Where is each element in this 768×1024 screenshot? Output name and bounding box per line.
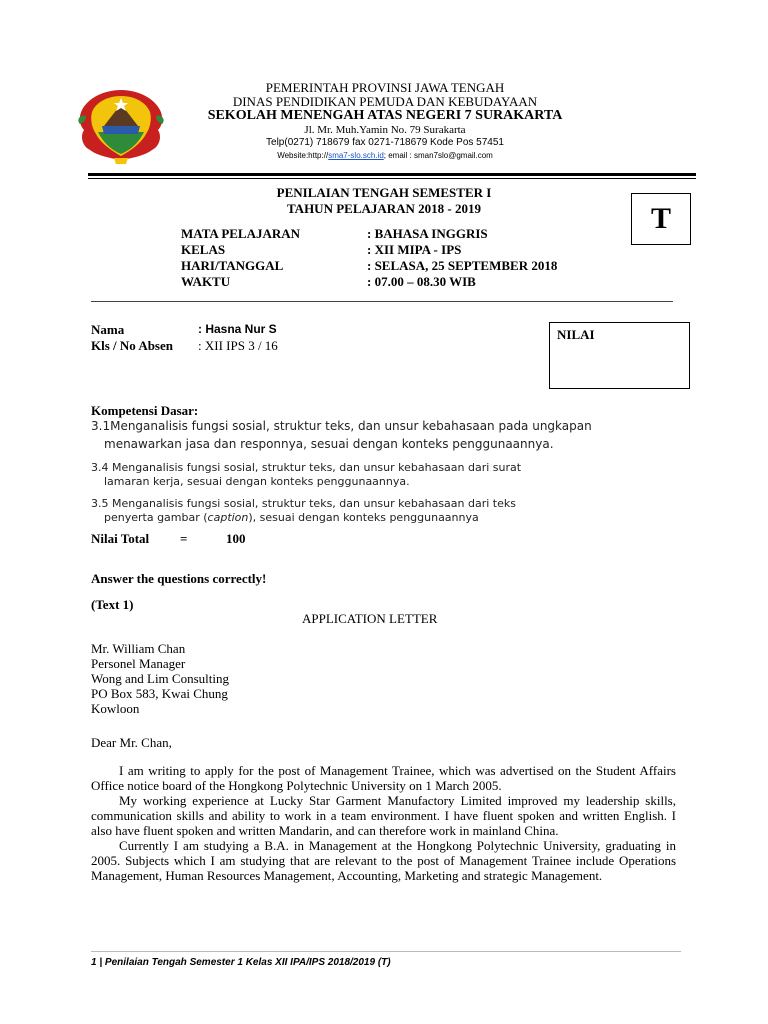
- subject-label: MATA PELAJARAN: [181, 226, 301, 241]
- class-label: KELAS: [181, 242, 226, 257]
- letter-paragraph: Currently I am studying a B.A. in Management at the Hongkong Polytechnic University, graduating in 2005. Subjects which I am studying that are relevant to the post of Management Trainee include Operations Management, Human Resources Management, Accounting, Marketing and strategic Management.: [91, 838, 676, 883]
- date-value: : SELASA, 25 SEPTEMBER 2018: [367, 258, 558, 273]
- total-score-label: Nilai Total: [91, 531, 150, 546]
- provincial-emblem-logo: [74, 86, 168, 166]
- header-line-website: [168, 151, 602, 160]
- header-line-department: DINAS PENDIDIKAN PEMUDA DAN KEBUDAYAAN: [232, 94, 538, 109]
- competency-item-3-4-cont: lamaran kerja, sesuai dengan konteks penggunaannya.: [104, 475, 410, 488]
- header-rule-thin: [88, 178, 696, 179]
- letter-paragraph: I am writing to apply for the post of Management Trainee, which was advertised on the Student Affairs Office notice board of the Hongkong Polytechnic University on 1 March 2005.: [91, 763, 676, 793]
- competency-title: Kompetensi Dasar:: [91, 403, 199, 418]
- time-label: WAKTU: [181, 274, 231, 289]
- footer-rule: [91, 951, 681, 952]
- header-line-phone: Telp(0271) 718679 fax 0271-718679 Kode Pos 57451: [266, 137, 504, 148]
- total-score-value: 100: [226, 531, 246, 546]
- exam-title: PENILAIAN TENGAH SEMESTER I: [276, 185, 492, 200]
- total-score-equals: =: [180, 531, 188, 546]
- address-line: Kowloon: [91, 701, 140, 716]
- date-label: HARI/TANGGAL: [181, 258, 284, 273]
- website-prefix: Website:http://: [277, 151, 329, 160]
- text-label: (Text 1): [91, 597, 134, 612]
- student-name-value: : Hasna Nur S: [198, 322, 277, 336]
- letter-body: [91, 763, 676, 883]
- competency-item-3-5-cont: penyerta gambar (caption), sesuai dengan konteks penggunaannya: [104, 511, 479, 524]
- student-name-label: Nama: [91, 322, 125, 337]
- exam-code-box: T: [631, 193, 691, 245]
- header-rule-thick: [88, 173, 696, 176]
- score-label: NILAI: [557, 327, 595, 342]
- email-text: ; email : sman7slo@gmail.com: [383, 151, 493, 160]
- address-line: Wong and Lim Consulting: [91, 671, 229, 686]
- competency-item-3-1: 3.1Menganalisis fungsi sosial, struktur teks, dan unsur kebahasaan pada ungkapan: [91, 419, 592, 433]
- student-class-label: Kls / No Absen: [91, 338, 173, 353]
- separator-line: [91, 301, 673, 302]
- address-line: Mr. William Chan: [91, 641, 186, 656]
- address-line: Personel Manager: [91, 656, 186, 671]
- subject-value: : BAHASA INGGRIS: [367, 226, 488, 241]
- address-line: PO Box 583, Kwai Chung: [91, 686, 228, 701]
- letter-greeting: Dear Mr. Chan,: [91, 735, 172, 750]
- time-value: : 07.00 – 08.30 WIB: [367, 274, 476, 289]
- competency-item-3-1-cont: menawarkan jasa dan responnya, sesuai dengan konteks penggunaannya.: [104, 437, 554, 451]
- letter-title: APPLICATION LETTER: [302, 611, 438, 626]
- competency-item-3-4: 3.4 Menganalisis fungsi sosial, struktur teks, dan unsur kebahasaan dari surat: [91, 461, 522, 474]
- student-class-value: : XII IPS 3 / 16: [198, 338, 278, 353]
- header-line-province: PEMERINTAH PROVINSI JAWA TENGAH: [265, 80, 505, 95]
- exam-year: TAHUN PELAJARAN 2018 - 2019: [286, 201, 482, 216]
- header-line-address: Jl. Mr. Muh.Yamin No. 79 Surakarta: [304, 124, 466, 136]
- instruction: Answer the questions correctly!: [91, 571, 267, 586]
- letter-paragraph: My working experience at Lucky Star Garment Manufactory Limited improved my leadership skills, communication skills and ability to work in a team environment. I have fluent spoken and written English. I also have fluent spoken and written Mandarin, and can therefore work in mainland China.: [91, 793, 676, 838]
- header-line-school: SEKOLAH MENENGAH ATAS NEGERI 7 SURAKARTA: [207, 108, 563, 123]
- website-link[interactable]: sma7-slo.sch.id: [328, 151, 384, 160]
- class-value: : XII MIPA - IPS: [367, 242, 462, 257]
- page-footer: 1 | Penilaian Tengah Semester 1 Kelas XII IPA/IPS 2018/2019 (T): [91, 957, 391, 968]
- competency-item-3-5: 3.5 Menganalisis fungsi sosial, struktur teks, dan unsur kebahasaan dari teks: [91, 497, 516, 510]
